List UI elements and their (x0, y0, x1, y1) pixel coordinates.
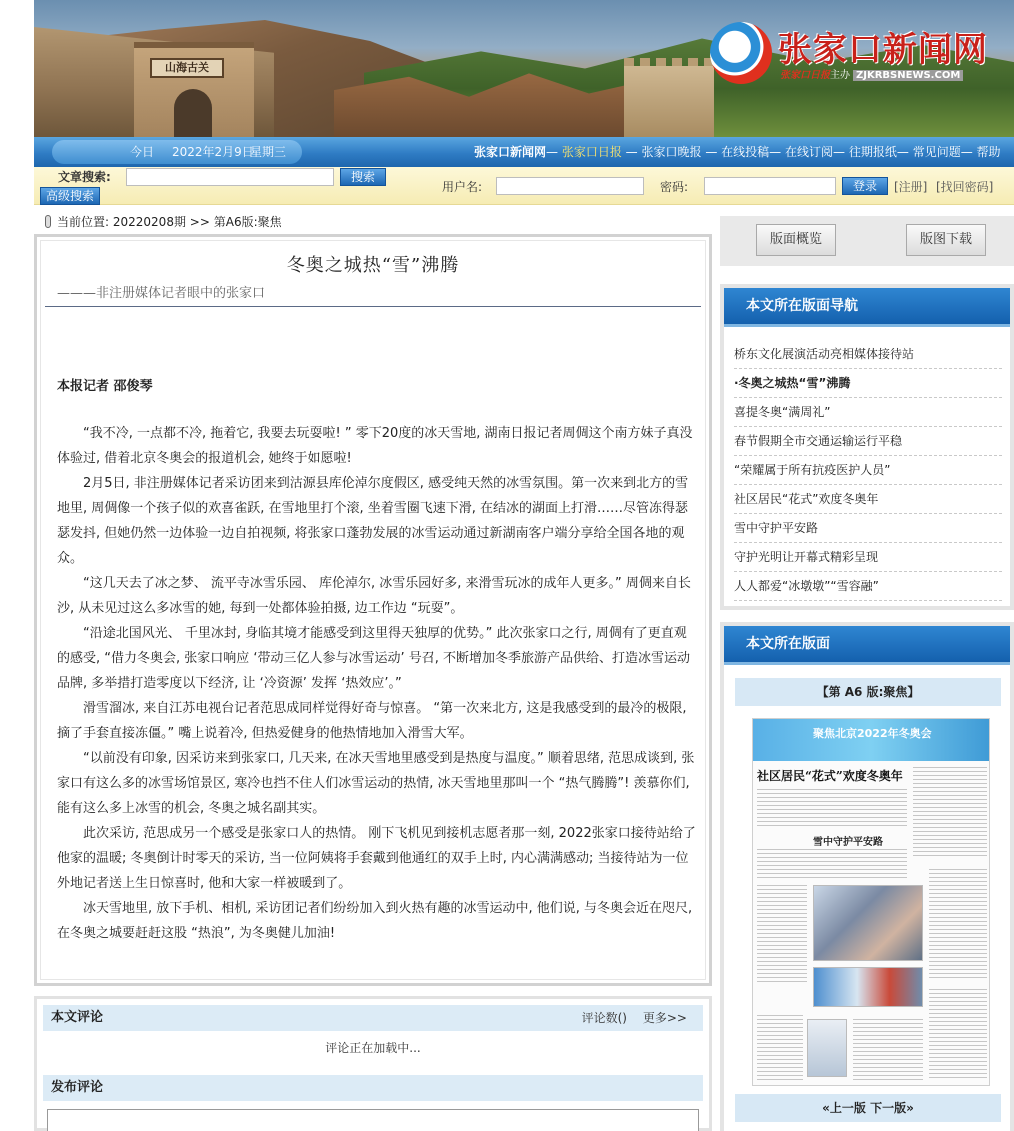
banner-tower (624, 66, 714, 137)
username-label: 用户名: (442, 180, 483, 194)
page-nav-item[interactable]: 人人都爱“冰墩墩”“雪容融” (734, 572, 1002, 601)
thumb-text-block (757, 885, 807, 985)
password-field[interactable] (704, 177, 836, 195)
page-preview-panel (720, 622, 1014, 1131)
thumb-subheadline: 雪中守护平安路 (813, 837, 883, 848)
thumb-text-block (853, 1019, 923, 1081)
top-nav-bar (34, 137, 1014, 167)
page-nav-item[interactable]: 社区居民“花式”欢度冬奥年 (734, 485, 1002, 514)
comments-title: 本文评论 (51, 1010, 104, 1025)
thumb-text-block (757, 1015, 803, 1081)
nav-link-daily[interactable]: 张家口日报 (561, 145, 622, 159)
username-field[interactable] (496, 177, 644, 195)
page-preview-title: 本文所在版面 (724, 626, 1010, 662)
page-nav-panel (720, 284, 1014, 610)
page-pager (735, 1094, 1001, 1122)
search-input[interactable] (126, 168, 334, 186)
article-paragraph: 此次采访, 范思成另一个感受是张家口人的热情。 刚下飞机见到接机志愿者那一刻, 2022张家口接待站给了他家的温暖; 冬奥倒计时零天的采访, 当一位阿姨将手套戴到他通红的双手上时, 内心满满感动; 当接待站为一位外地记者送上生日惊喜时, 他和大家一样被暖到了。 (57, 826, 696, 891)
page-nav-item[interactable]: 喜提冬奥“满周礼” (734, 398, 1002, 427)
nav-link-submit[interactable]: 在线投稿 (721, 145, 770, 159)
article-panel (34, 234, 712, 986)
logo-subline: 张家口日报主办 ZJKRBSNEWS.COM (780, 66, 963, 81)
header-banner (34, 0, 1014, 137)
thumb-text-block (929, 989, 987, 1081)
logo-name: 张家口新闻网 (778, 30, 988, 70)
page-nav-list (734, 340, 1002, 601)
login-button[interactable]: 登录 (842, 177, 888, 195)
article-paragraph: “以前没有印象, 因采访来到张家口, 几天来, 在冰天雪地里感受到是热度与温度。” 顺着思绪, 范思成谈到, 张家口有这么多的冰雪场馆景区, 寒冷也挡不住人们冰雪运动的热情, 冰天雪地里那叫一个 “热气腾腾”! 羡慕你们, 能有这么多上冰雪的机会, 冬奥之城名副其实。 (57, 751, 695, 816)
comment-count[interactable]: 评论数() (581, 1011, 627, 1025)
site-logo[interactable] (710, 22, 990, 84)
page-nav-item[interactable]: 春节假期全市交通运输运行平稳 (734, 427, 1002, 456)
nav-link-subscribe[interactable]: 在线订阅 (785, 145, 834, 159)
article-paragraph: “沿途北国风光、 千里冰封, 身临其境才能感受到这里得天独厚的优势。” 此次张家口之行, 周倜有了更直观的感受, “借力冬奥会, 张家口响应 ‘带动三亿人参与冰雪运动’ 号召, 不断增加冬季旅游产品供给、打造冰雪运动品牌, 多举措打造零度以下经济, 让 ‘冷资源’ 发挥 ‘热效应’。” (57, 626, 691, 691)
nav-link-faq[interactable]: 常见问题 (912, 145, 961, 159)
comments-header (43, 1005, 703, 1031)
thumb-photo (807, 1019, 847, 1077)
article-paragraph: “我不冷, 一点都不冷, 拖着它, 我要去玩耍啦! ” 零下20度的冰天雪地, 湖南日报记者周倜这个南方妹子真没体验过, 借着北京冬奥会的报道机会, 她终于如愿啦! (57, 426, 693, 466)
article-paragraph: “这几天去了冰之梦、 流平寺冰雪乐园、 库伦淖尔, 冰雪乐园好多, 来滑雪玩冰的成年人更多。” 周倜来自长沙, 从未见过这么多冰雪的她, 每到一处都体验拍摄, 边工作边 “玩耍”。 (57, 576, 691, 616)
page-nav-item[interactable]: “荣耀属于所有抗疫医护人员” (734, 456, 1002, 485)
page-label[interactable]: 【第 A6 版:聚焦】 (735, 678, 1001, 706)
banner-gate (134, 42, 254, 137)
nav-links: 张家口新闻网— 张家口日报 — 张家口晚报 — 在线投稿— 在线订阅— 往期报纸— 常见问题— 帮助 (474, 145, 1001, 159)
comment-textarea[interactable] (47, 1109, 699, 1131)
page-overview-button[interactable]: 版面概览 (756, 224, 836, 256)
page-download-button[interactable]: 版图下载 (906, 224, 986, 256)
next-page-link[interactable]: 下一版» (870, 1101, 914, 1115)
page-nav-item[interactable]: 雪中守护平安路 (734, 514, 1002, 543)
prev-page-link[interactable]: «上一版 (822, 1101, 866, 1115)
more-comments-link[interactable]: 更多>> (642, 1011, 687, 1025)
article-paragraph: 2月5日, 非注册媒体记者采访团来到沽源县库伦淖尔度假区, 感受纯天然的冰雪氛围。第一次来到北方的雪地里, 周倜像一个孩子似的欢喜雀跃, 在雪地里打个滚, 坐着雪圈飞速下滑, 在结冰的湖面上打滑……尽管冻得瑟瑟发抖, 但她仍然一边体验一边自拍视频, 将张家口蓬勃发展的冰雪运动通过新湖南客户端分享给全国各地的观众。 (57, 476, 689, 566)
thumb-banner: 聚焦北京2022年冬奥会 (753, 719, 989, 761)
nav-link-site[interactable]: 张家口新闻网 (474, 145, 547, 159)
article-byline: 本报记者 邵俊琴 (57, 379, 153, 394)
breadcrumb (45, 213, 282, 230)
thumb-headline: 社区居民“花式”欢度冬奥年 (757, 769, 903, 783)
thumb-text-block (757, 789, 907, 829)
page-tools (720, 216, 1014, 266)
post-comment-title: 发布评论 (51, 1080, 104, 1095)
logo-mark-icon (710, 22, 772, 84)
article-body (57, 421, 697, 946)
article-subtitle: ———非注册媒体记者眼中的张家口 (57, 286, 266, 301)
page-nav-item[interactable]: 桥东文化展演活动亮相媒体接待站 (734, 340, 1002, 369)
location-pin-icon (45, 215, 51, 228)
register-link[interactable]: [注册] (894, 180, 928, 194)
thumb-text-block (913, 767, 987, 857)
current-weekday: 星期三 (250, 145, 287, 159)
breadcrumb-page[interactable]: 第A6版:聚焦 (213, 215, 282, 229)
post-comment-header (43, 1075, 703, 1101)
page-thumbnail[interactable] (752, 718, 990, 1086)
recover-password-link[interactable]: [找回密码] (936, 180, 994, 194)
search-login-strip (34, 167, 1014, 205)
nav-link-archive[interactable]: 往期报纸 (848, 145, 897, 159)
page-nav-title: 本文所在版面导航 (724, 288, 1010, 324)
breadcrumb-issue[interactable]: 20220208期 (112, 215, 186, 229)
comments-panel (34, 996, 712, 1131)
nav-link-help[interactable]: 帮助 (976, 145, 1001, 159)
thumb-text-block (757, 849, 907, 879)
article-paragraph: 冰天雪地里, 放下手机、相机, 采访团记者们纷纷加入到火热有趣的冰雪运动中, 他们说, 与冬奥会近在咫尺, 在冬奥之城要赶赶这股 “热浪”, 为冬奥健儿加油! (57, 901, 693, 941)
nav-link-evening[interactable]: 张家口晚报 (641, 145, 702, 159)
search-label: 文章搜索: (58, 170, 111, 184)
gate-plaque: 山海古关 (150, 58, 224, 78)
breadcrumb-separator: >> (189, 215, 210, 229)
search-button[interactable]: 搜索 (340, 168, 386, 186)
page-nav-item-current[interactable]: ·冬奥之城热“雪”沸腾 (734, 369, 1002, 398)
comments-loading: 评论正在加载中... (325, 1041, 421, 1055)
breadcrumb-label: 当前位置: (57, 215, 110, 229)
article-title: 冬奥之城热“雪”沸腾 (286, 255, 460, 276)
thumb-text-block (929, 869, 987, 979)
title-divider (45, 306, 701, 307)
advanced-search-button[interactable]: 高级搜索 (40, 187, 100, 205)
article-paragraph: 滑雪溜冰, 来自江苏电视台记者范思成同样觉得好奇与惊喜。 “第一次来北方, 这是我感受到的最冷的极限, 摘了手套直接冻僵。” 嘴上说着冷, 但热爱健身的他热情地加入滑雪大军。 (57, 701, 687, 741)
thumb-photo (813, 967, 923, 1007)
thumb-photo (813, 885, 923, 961)
date-display (52, 140, 302, 164)
page-nav-item[interactable]: 守护光明让开幕式精彩呈现 (734, 543, 1002, 572)
today-label: 今日 (130, 145, 155, 159)
current-date: 2022年2月9日 (172, 145, 254, 159)
password-label: 密码: (660, 180, 689, 194)
